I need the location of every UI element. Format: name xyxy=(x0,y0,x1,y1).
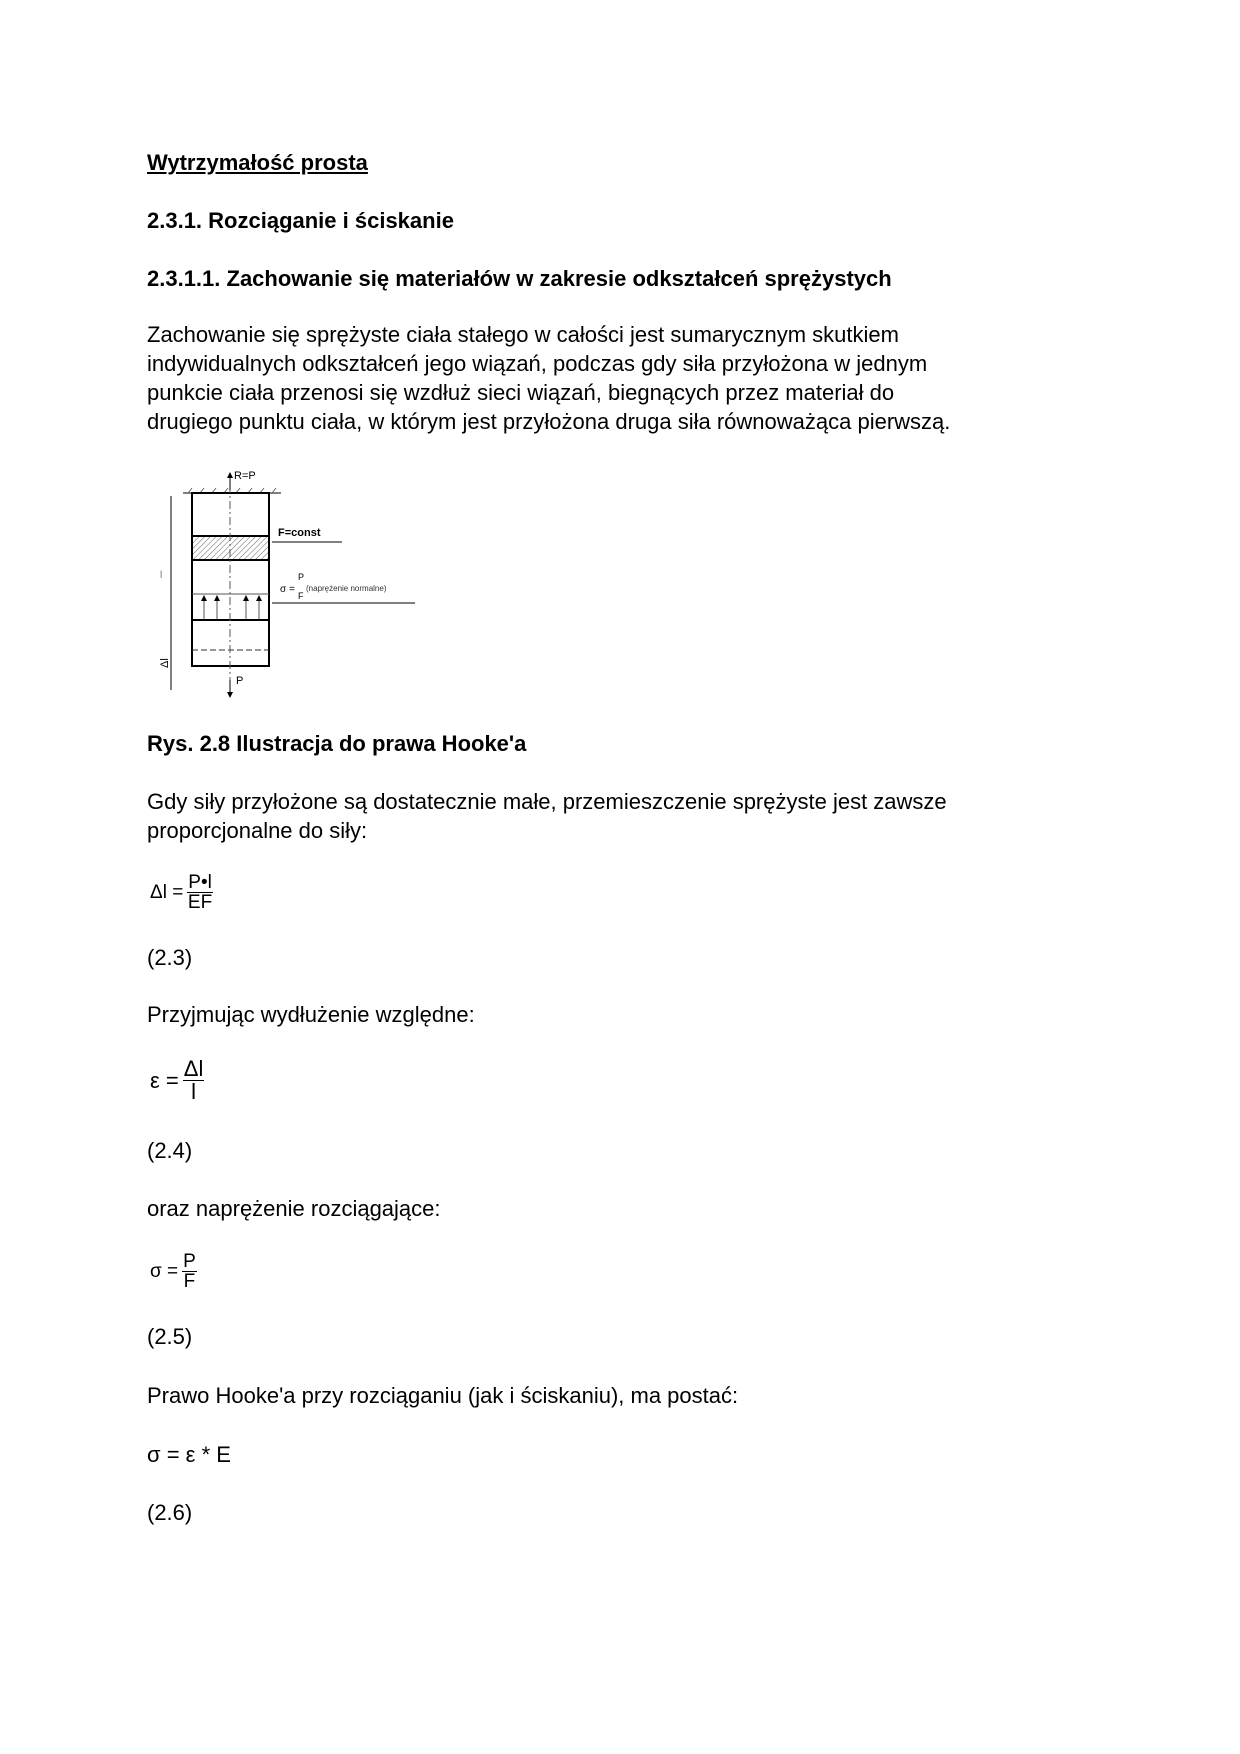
equation-2-5 xyxy=(150,1252,197,1291)
eq-numerator: Δl xyxy=(183,1056,204,1081)
label-sigma: σ = xyxy=(280,584,295,595)
subsection-heading: 2.3.1.1. Zachowanie się materiałów w zakresie odkształceń sprężystych xyxy=(147,266,892,291)
equation-2-4 xyxy=(150,1058,204,1103)
paragraph-line: Zachowanie się sprężyste ciała stałego w całości jest sumarycznym skutkiem xyxy=(147,322,899,347)
paragraph-line: indywidualnych odkształceń jego wiązań, podczas gdy siła przyłożona w jednym xyxy=(147,351,928,376)
eq-lhs: Δl = xyxy=(150,881,184,903)
label-sigma-note: (naprężenie normalne) xyxy=(306,584,387,593)
paragraph-line: Gdy siły przyłożone są dostatecznie małe, przemieszczenie sprężyste jest zawsze xyxy=(147,789,947,814)
eq-numerator: P•l xyxy=(188,872,212,893)
eq-denominator: EF xyxy=(187,892,213,913)
equation-number: (2.4) xyxy=(147,1138,193,1163)
label-reaction: R=P xyxy=(234,470,256,482)
figure-caption: Rys. 2.8 Ilustracja do prawa Hooke'a xyxy=(147,731,527,756)
eq-numerator: P xyxy=(183,1251,196,1272)
hooke-diagram xyxy=(150,462,430,702)
paragraph-line: punkcie ciała przenosi się wzdłuż sieci wiązań, biegnących przez materiał do xyxy=(147,380,895,405)
paragraph-line: proporcjonalne do siły: xyxy=(147,818,368,843)
label-sigma-den: F xyxy=(298,591,304,601)
section-heading: 2.3.1. Rozciąganie i ściskanie xyxy=(147,208,454,233)
label-area: F=const xyxy=(278,527,321,539)
paragraph-line: oraz naprężenie rozciągające: xyxy=(147,1196,441,1221)
equation-number: (2.3) xyxy=(147,945,193,970)
label-load: P xyxy=(236,675,244,687)
label-delta: Δl xyxy=(159,658,171,668)
paragraph-line: drugiego punktu ciała, w którym jest przyłożona druga siła równoważąca pierwszą. xyxy=(147,409,951,434)
equation-2-3 xyxy=(150,873,213,912)
equation-number: (2.6) xyxy=(147,1500,193,1525)
paragraph-line: Przyjmując wydłużenie względne: xyxy=(147,1002,475,1027)
paragraph-line: Prawo Hooke'a przy rozciąganiu (jak i ściskaniu), ma postać: xyxy=(147,1383,739,1408)
document-title: Wytrzymałość prosta xyxy=(147,150,368,175)
equation-number: (2.5) xyxy=(147,1324,193,1349)
eq-lhs: σ = xyxy=(150,1260,179,1282)
eq-denominator: F xyxy=(183,1271,196,1292)
label-length: l xyxy=(160,570,163,581)
equation-2-6: σ = ε * E xyxy=(147,1442,231,1467)
eq-lhs: ε = xyxy=(150,1067,179,1093)
eq-denominator: l xyxy=(191,1079,197,1104)
label-sigma-num: P xyxy=(298,572,305,582)
